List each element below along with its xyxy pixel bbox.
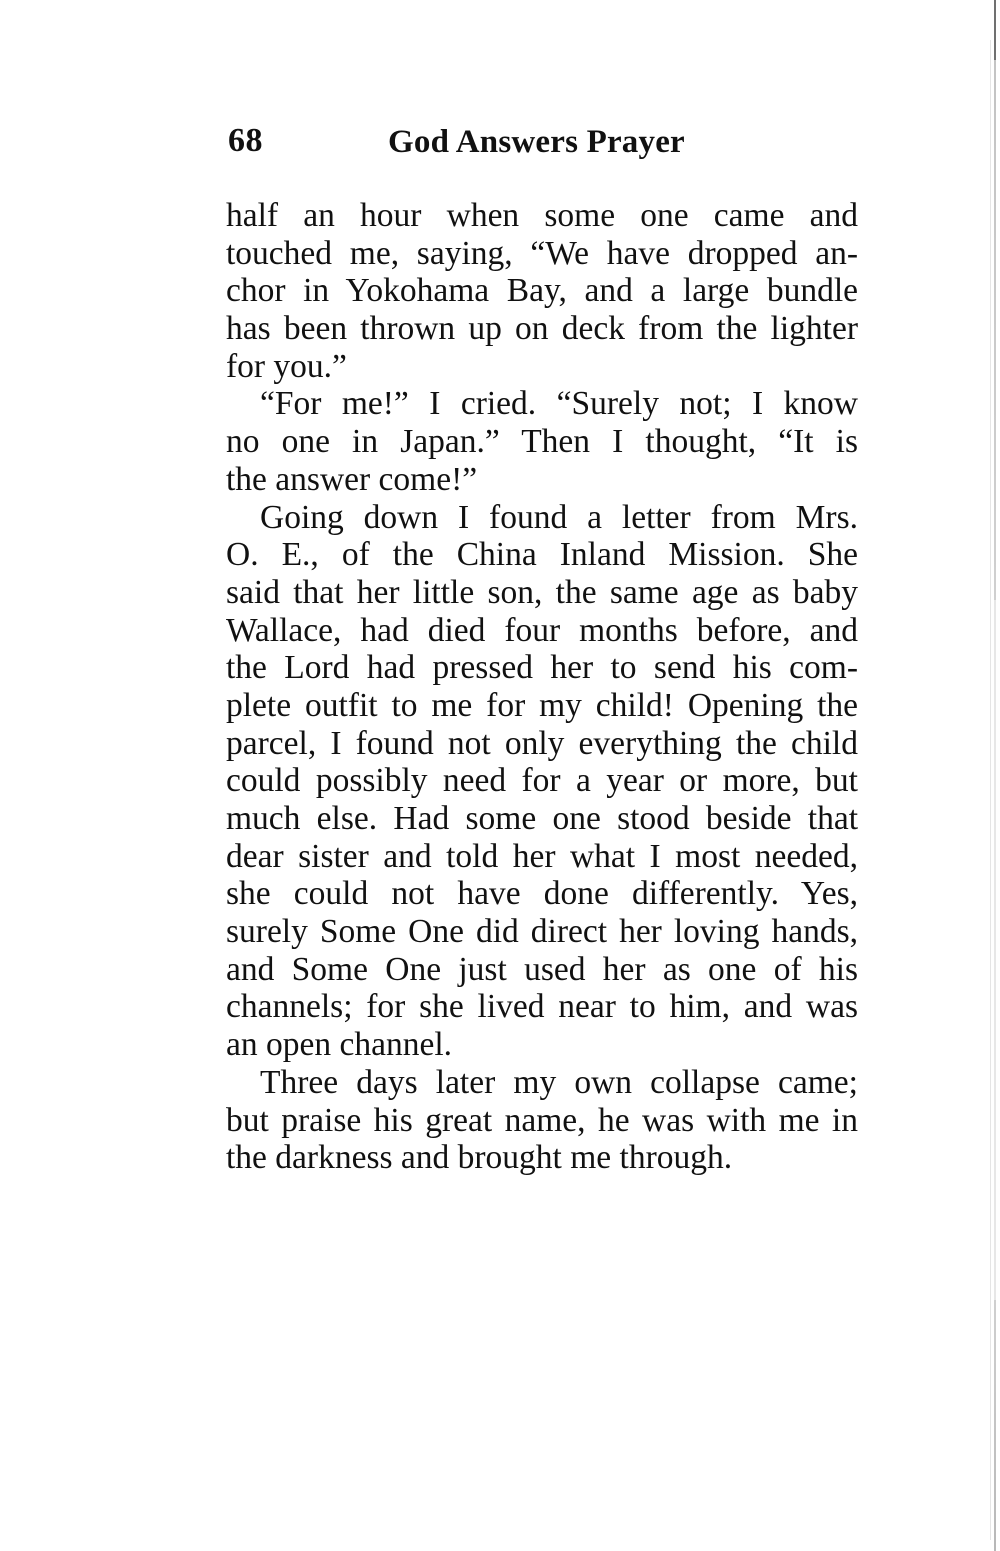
text-line: chor in Yokohama Bay, and a large bundle <box>226 272 858 310</box>
page-edge-shadow-inner <box>990 40 991 1540</box>
text-line: the darkness and brought me through. <box>226 1139 733 1177</box>
text-line: and Some One just used her as one of his <box>226 950 858 988</box>
text-line: she could not have done differently. Yes, <box>226 875 858 913</box>
text-line: surely Some One did direct her loving hands, <box>226 913 858 951</box>
text-line: much else. Had some one stood beside that <box>226 800 858 837</box>
text-line: Three days later my own collapse came; <box>260 1063 858 1101</box>
text-line: O. E., of the China Inland Mission. She <box>226 536 858 574</box>
text-line: could possibly need for a year or more, but <box>226 762 858 800</box>
text-line: Going down I found a letter from Mrs. <box>260 498 858 536</box>
running-head <box>228 122 858 172</box>
text-line: no one in Japan.” Then I thought, “It is <box>226 423 858 461</box>
text-line: touched me, saying, “We have dropped an- <box>226 234 858 272</box>
text-line: “For me!” I cried. “Surely not; I know <box>260 385 858 423</box>
page-number: 68 <box>228 122 263 159</box>
paragraph <box>226 197 858 385</box>
text-line: an open channel. <box>226 1026 453 1064</box>
text-line: channels; for she lived near to him, and was <box>226 988 858 1026</box>
page-edge-shadow <box>994 0 996 1551</box>
paragraph <box>226 385 858 498</box>
text-line: parcel, I found not only everything the child <box>226 724 858 762</box>
text-line: the Lord had pressed her to send his com- <box>226 649 858 687</box>
paragraph <box>226 499 858 1064</box>
text-line: Wallace, had died four months before, and <box>226 611 858 649</box>
text-line: half an hour when some one came and <box>226 197 858 234</box>
text-line: plete outfit to me for my child! Opening the <box>226 686 858 724</box>
text-line: has been thrown up on deck from the lighter <box>226 310 858 348</box>
text-line: dear sister and told her what I most needed, <box>226 837 858 875</box>
text-line: for you.” <box>226 347 347 385</box>
text-line: said that her little son, the same age as baby <box>226 573 858 611</box>
paragraph <box>226 1064 858 1177</box>
running-title: God Answers Prayer <box>388 124 685 160</box>
text-line: the answer come!” <box>226 460 478 498</box>
body-text <box>226 197 858 1177</box>
text-line: but praise his great name, he was with me in <box>226 1101 858 1139</box>
